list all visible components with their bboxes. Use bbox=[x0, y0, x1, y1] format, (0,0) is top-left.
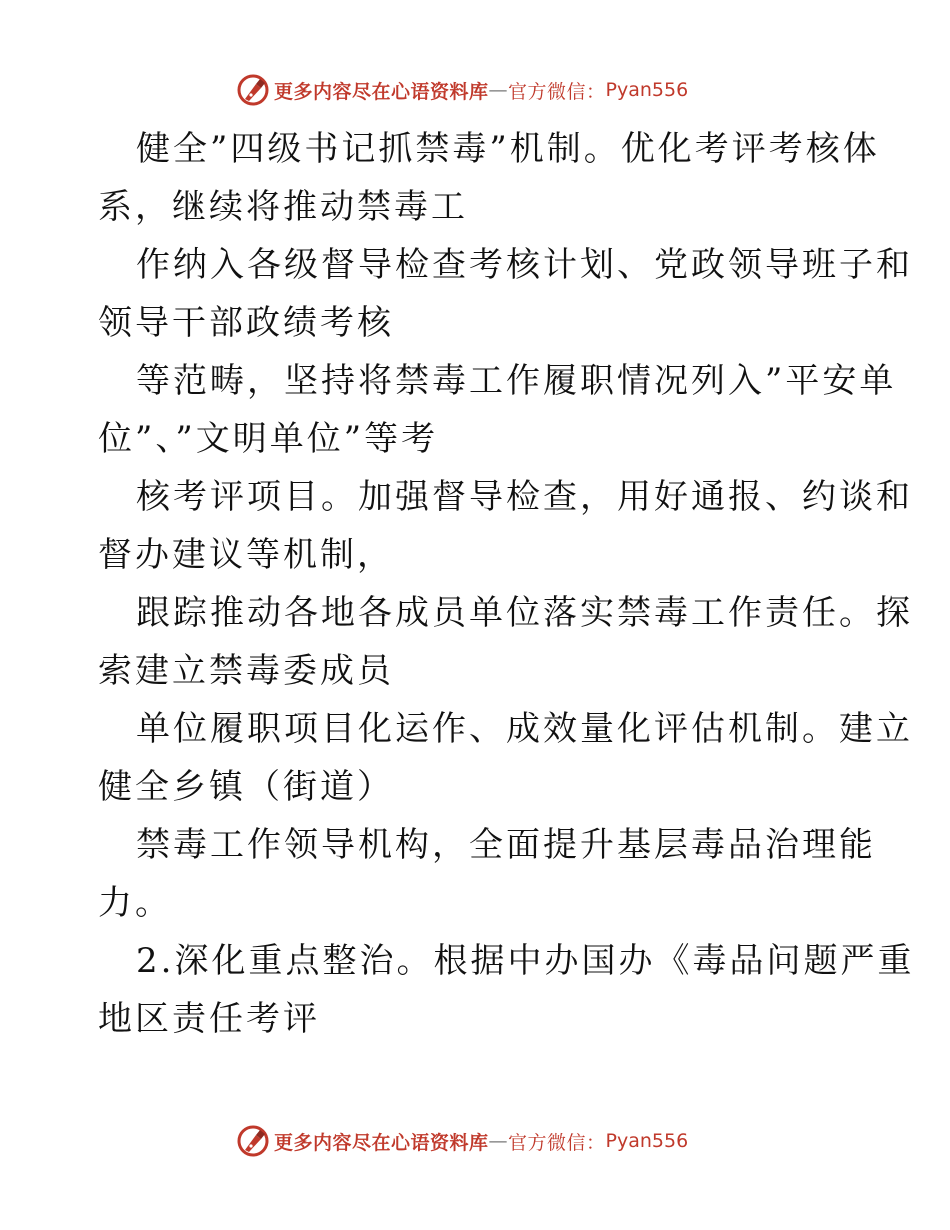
header-watermark-banner bbox=[236, 72, 756, 108]
body-line: 健全”四级书记抓禁毒”机制。优化考评考核体 bbox=[136, 129, 880, 169]
pen-nib-circle-icon bbox=[236, 1124, 270, 1158]
document-body bbox=[98, 120, 915, 1048]
pen-nib-circle-icon bbox=[236, 73, 270, 107]
footer-watermark-banner bbox=[236, 1123, 756, 1159]
banner-main-text: 更多内容尽在心语资料库 bbox=[274, 80, 489, 103]
body-line: 禁毒工作领导机构，全面提升基层毒品治理能 bbox=[136, 825, 876, 865]
body-line: 位”、”文明单位”等考 bbox=[98, 419, 439, 459]
banner-separator: — bbox=[488, 79, 509, 101]
banner-wechat-id: Pyan556 bbox=[605, 1130, 689, 1152]
body-line: 地区责任考评 bbox=[98, 999, 320, 1039]
body-line: 2.深化重点整治。根据中办国办《毒品问题严重 bbox=[136, 941, 915, 981]
body-line: 跟踪推动各地各成员单位落实禁毒工作责任。探 bbox=[136, 593, 913, 633]
body-line: 作纳入各级督导检查考核计划、党政领导班子和 bbox=[136, 245, 913, 285]
banner-separator: — bbox=[488, 1130, 509, 1152]
body-line: 力。 bbox=[98, 883, 172, 923]
body-line: 系，继续将推动禁毒工 bbox=[98, 187, 468, 227]
body-line: 督办建议等机制， bbox=[98, 535, 394, 575]
body-line: 健全乡镇（街道） bbox=[98, 767, 394, 807]
body-line: 领导干部政绩考核 bbox=[98, 303, 394, 343]
banner-wechat-id: Pyan556 bbox=[605, 79, 689, 101]
body-line: 单位履职项目化运作、成效量化评估机制。建立 bbox=[136, 709, 913, 749]
banner-wechat-label: 官方微信： bbox=[508, 80, 606, 103]
body-line: 核考评项目。加强督导检查，用好通报、约谈和 bbox=[136, 477, 913, 517]
body-line: 索建立禁毒委成员 bbox=[98, 651, 394, 691]
body-line: 等范畴，坚持将禁毒工作履职情况列入”平安单 bbox=[136, 361, 897, 401]
banner-main-text: 更多内容尽在心语资料库 bbox=[274, 1131, 489, 1154]
banner-wechat-label: 官方微信： bbox=[508, 1131, 606, 1154]
